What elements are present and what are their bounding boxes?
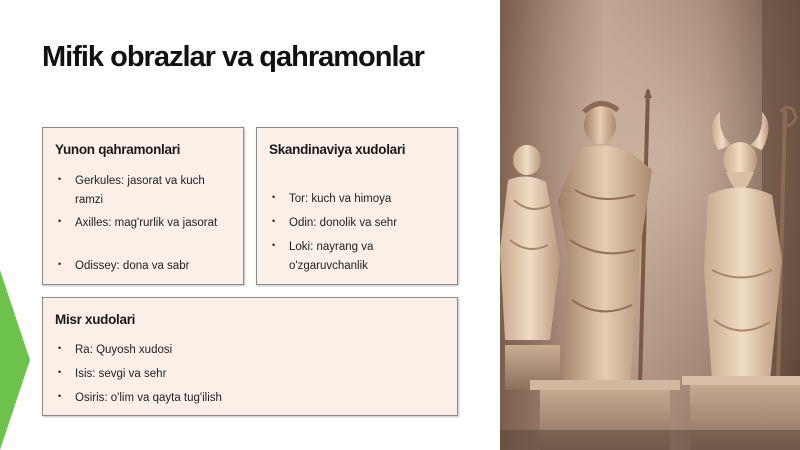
bullet-list xyxy=(55,341,447,408)
list-item xyxy=(55,172,233,210)
list-item xyxy=(55,341,447,360)
bullet-list xyxy=(269,190,447,276)
list-item xyxy=(269,190,447,209)
list-item-text: Tor: kuch va himoya xyxy=(289,193,392,205)
list-item-text: Gerkules: jasorat va kuch ramzi xyxy=(75,175,205,206)
card-title: Yunon qahramonlari xyxy=(55,142,181,157)
list-item-text: Ra: Quyosh xudosi xyxy=(75,344,173,356)
list-item xyxy=(269,238,447,276)
bullet-icon: • xyxy=(272,192,276,202)
list-item xyxy=(269,214,447,233)
list-item xyxy=(55,214,233,233)
list-item xyxy=(55,257,233,276)
card-title: Skandinaviya xudolari xyxy=(269,142,406,157)
list-item-text: Axilles: mag'rurlik va jasorat xyxy=(75,217,218,229)
bullet-icon: • xyxy=(58,259,62,269)
list-item-text: Osiris: o'lim va qayta tug'ilish xyxy=(75,392,222,404)
card-egyptian-gods xyxy=(42,297,458,416)
list-item-text: Odin: donolik va sehr xyxy=(289,217,398,229)
card-title: Misr xudolari xyxy=(55,312,136,327)
slide-title: Mifik obrazlar va qahramonlar xyxy=(42,41,424,73)
bullet-icon: • xyxy=(58,174,62,184)
bullet-icon: • xyxy=(58,367,62,377)
bullet-icon: • xyxy=(58,216,62,226)
statues-photo xyxy=(500,0,800,450)
statues-illustration xyxy=(500,0,800,450)
list-item xyxy=(55,365,447,384)
green-accent-triangle xyxy=(0,270,30,450)
bullet-icon: • xyxy=(272,240,276,250)
card-norse-gods xyxy=(256,127,458,285)
bullet-icon: • xyxy=(272,216,276,226)
bullet-icon: • xyxy=(58,391,62,401)
list-item-text: Isis: sevgi va sehr xyxy=(75,368,167,380)
bullet-icon: • xyxy=(58,343,62,353)
list-item xyxy=(55,389,447,408)
bullet-list xyxy=(55,172,233,276)
list-item-text: Loki: nayrang va o'zgaruvchanlik xyxy=(289,241,374,272)
list-item-text: Odissey: dona va sabr xyxy=(75,260,190,272)
card-greek-heroes xyxy=(42,127,244,285)
